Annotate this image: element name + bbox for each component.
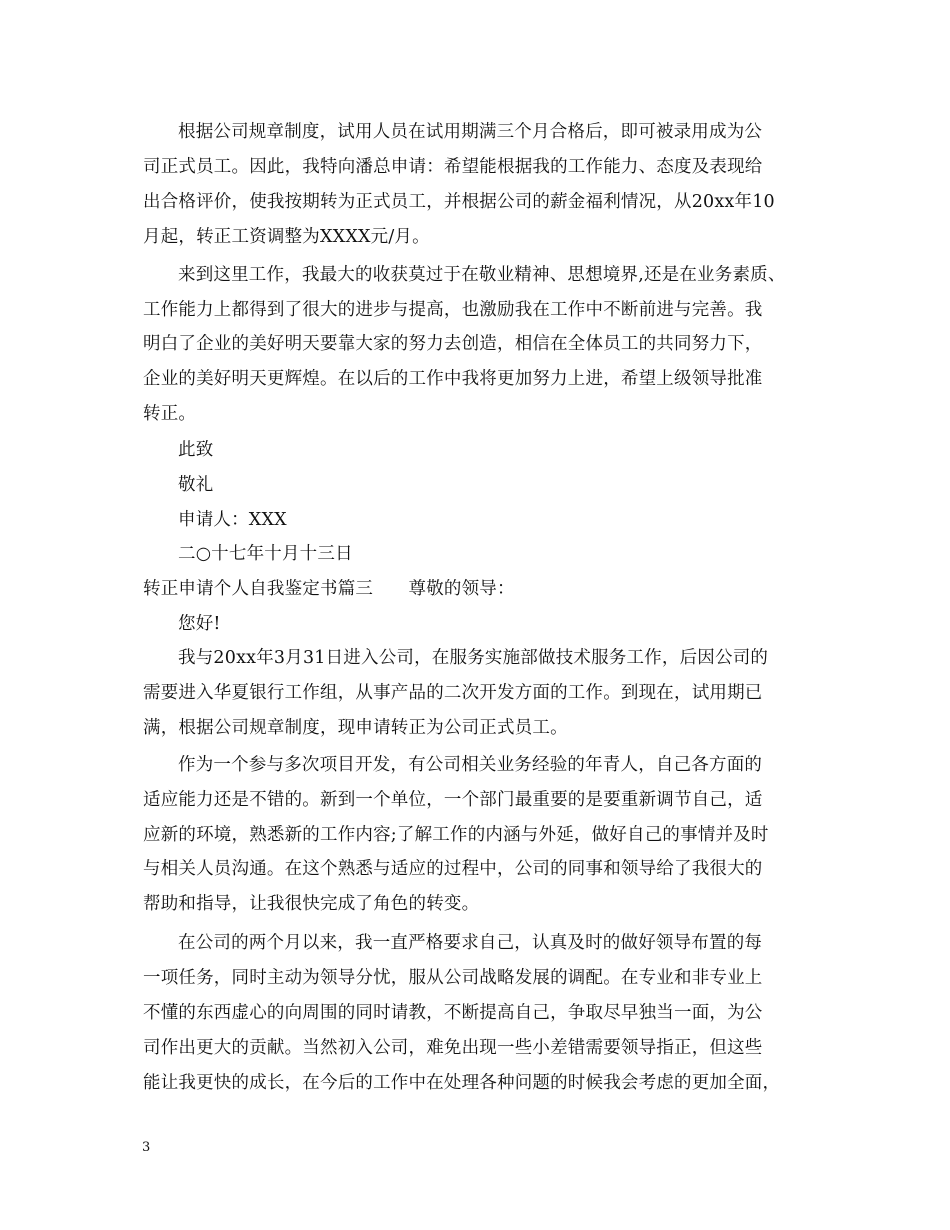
paragraph-line: 在公司的两个月以来，我一直严格要求自己，认真及时的做好领导布置的每 <box>178 933 763 953</box>
paragraph-line: 满，根据公司规章制度，现申请转正为公司正式员工。 <box>143 718 568 738</box>
applicant-signature: 申请人：XXX <box>178 510 287 530</box>
paragraph-line: 企业的美好明天更辉煌。在以后的工作中我将更加努力上进，希望上级领导批准 <box>143 369 763 389</box>
paragraph-line: 作为一个参与多次项目开发，有公司相关业务经验的年青人，自己各方面的 <box>178 755 763 775</box>
closing-regards: 敬礼 <box>178 475 214 495</box>
paragraph-line: 月起，转正工资调整为XXXX元/月。 <box>143 227 430 247</box>
paragraph-line: 来到这里工作，我最大的收获莫过于在敬业精神、思想境界,还是在业务素质、 <box>178 265 786 285</box>
paragraph-line: 出合格评价，使我按期转为正式员工，并根据公司的薪金福利情况，从20xx年10 <box>143 192 775 212</box>
paragraph-line: 根据公司规章制度，试用人员在试用期满三个月合格后，即可被录用成为公 <box>178 122 763 142</box>
paragraph-line: 不懂的东西虚心的向周围的同时请教，不断提高自己，争取尽早独当一面，为公 <box>143 1003 763 1023</box>
letter-date: 二○十七年十月十三日 <box>178 544 353 564</box>
paragraph-line: 需要进入华夏银行工作组，从事产品的二次开发方面的工作。到现在，试用期已 <box>143 683 763 703</box>
paragraph-line: 明白了企业的美好明天要靠大家的努力去创造，相信在全体员工的共同努力下， <box>143 334 763 354</box>
paragraph-line: 司作出更大的贡献。当然初入公司，难免出现一些小差错需要领导指正，但这些 <box>143 1038 763 1058</box>
paragraph-line: 司正式员工。因此，我特向潘总申请：希望能根据我的工作能力、态度及表现给 <box>143 157 763 177</box>
paragraph-line: 转正。 <box>143 404 197 424</box>
paragraph-line: 与相关人员沟通。在这个熟悉与适应的过程中，公司的同事和领导给了我很大的 <box>143 859 763 879</box>
paragraph-line: 一项任务，同时主动为领导分忧，服从公司战略发展的调配。在专业和非专业上 <box>143 968 763 988</box>
paragraph-line: 能让我更快的成长，在今后的工作中在处理各种问题的时候我会考虑的更加全面， <box>143 1073 781 1093</box>
paragraph-line: 适应能力还是不错的。新到一个单位，一个部门最重要的是要重新调节自己，适 <box>143 790 763 810</box>
greeting: 您好! <box>178 614 221 634</box>
paragraph-line: 工作能力上都得到了很大的进步与提高，也激励我在工作中不断前进与完善。我 <box>143 300 763 320</box>
paragraph-line: 帮助和指导，让我很快完成了角色的转变。 <box>143 894 480 914</box>
section-heading: 转正申请个人自我鉴定书篇三 尊敬的领导： <box>143 579 515 599</box>
paragraph-line: 我与20xx年3月31日进入公司，在服务实施部做技术服务工作，后因公司的 <box>178 648 769 668</box>
paragraph-line: 应新的环境，熟悉新的工作内容;了解工作的内涵与外延，做好自己的事情并及时 <box>143 825 769 845</box>
page-number: 3 <box>142 1140 151 1155</box>
closing-salutation: 此致 <box>178 440 214 460</box>
